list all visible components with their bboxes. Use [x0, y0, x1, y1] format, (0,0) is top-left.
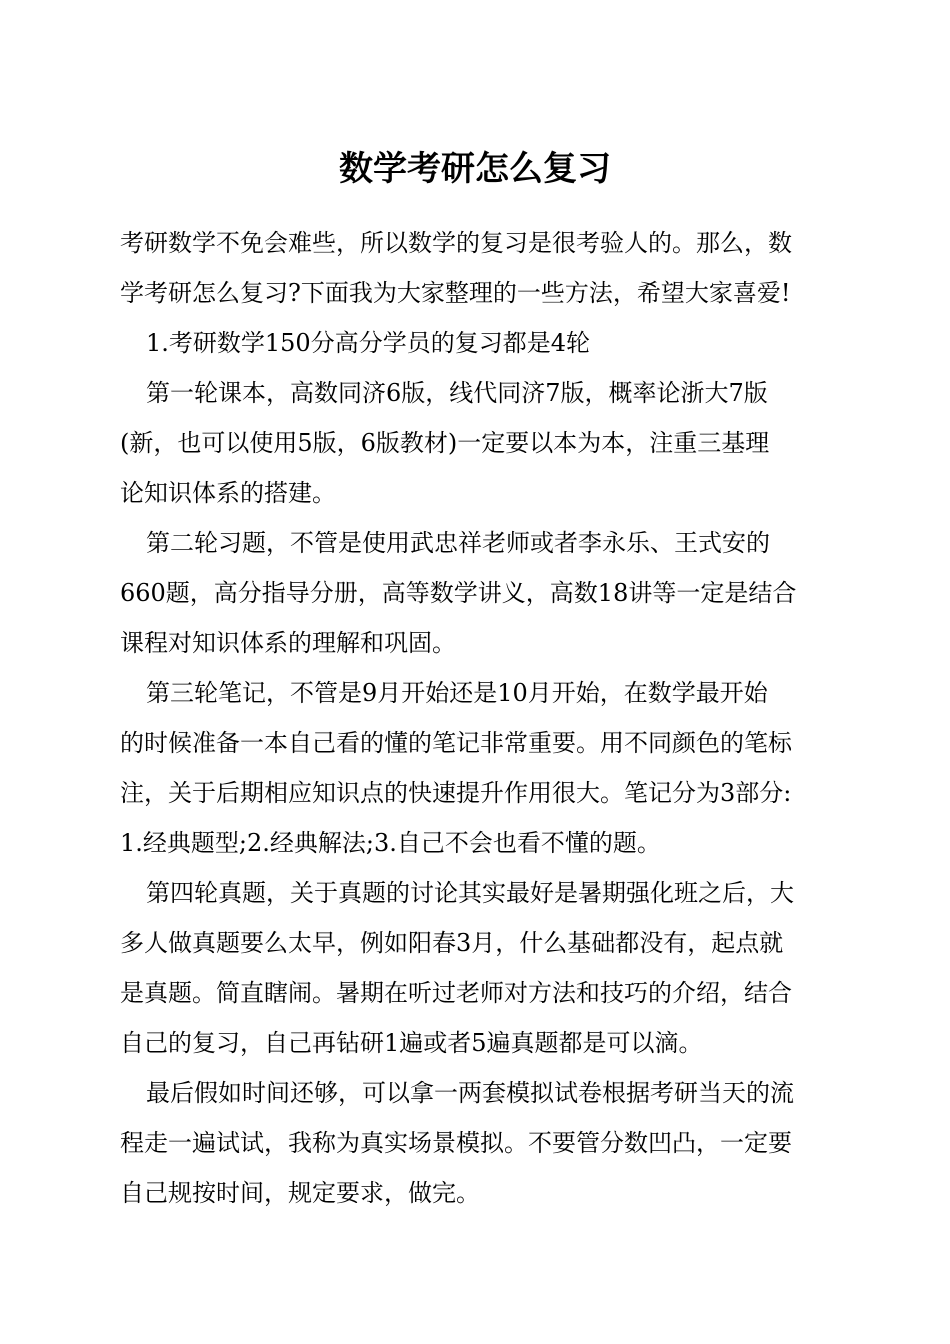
- paragraph-round4-line-2: 多人做真题要么太早，例如阳春3月，什么基础都没有，起点就: [120, 929, 784, 957]
- paragraph-round2-line-3: 课程对知识体系的理解和巩固。: [120, 629, 456, 657]
- paragraph-intro-line-1: 考研数学不免会难些，所以数学的复习是很考验人的。那么，数: [120, 229, 792, 257]
- paragraph-round1-line-2: (新，也可以使用5版，6版教材)一定要以本为本，注重三基理: [120, 429, 770, 457]
- paragraph-round3-line-3: 注，关于后期相应知识点的快速提升作用很大。笔记分为3部分:: [120, 779, 792, 807]
- section-heading-four-rounds: 1.考研数学150分高分学员的复习都是4轮: [146, 329, 590, 357]
- paragraph-round4-line-3: 是真题。简直瞎闹。暑期在听过老师对方法和技巧的介绍，结合: [120, 979, 792, 1007]
- paragraph-round4-line-4: 自己的复习，自己再钻研1遍或者5遍真题都是可以滴。: [120, 1029, 703, 1057]
- paragraph-round2-line-2: 660题，高分指导分册，高等数学讲义，高数18讲等一定是结合: [120, 579, 797, 607]
- paragraph-round1-line-1: 第一轮课本，高数同济6版，线代同济7版，概率论浙大7版: [146, 379, 768, 407]
- document-body: [120, 218, 836, 1218]
- paragraph-final-line-3: 自己规按时间，规定要求，做完。: [120, 1179, 480, 1207]
- paragraph-round3-line-1: 第三轮笔记，不管是9月开始还是10月开始，在数学最开始: [146, 679, 768, 707]
- paragraph-final-line-2: 程走一遍试试，我称为真实场景模拟。不要管分数凹凸，一定要: [120, 1129, 792, 1157]
- paragraph-intro-line-2: 学考研怎么复习?下面我为大家整理的一些方法，希望大家喜爱!: [120, 279, 791, 307]
- paragraph-round3-line-4: 1.经典题型;2.经典解法;3.自己不会也看不懂的题。: [120, 829, 661, 857]
- paragraph-round4-line-1: 第四轮真题，关于真题的讨论其实最好是暑期强化班之后，大: [146, 879, 794, 907]
- paragraph-round1-line-3: 论知识体系的搭建。: [120, 479, 336, 507]
- document-title: 数学考研怎么复习: [339, 149, 611, 189]
- paragraph-round2-line-1: 第二轮习题，不管是使用武忠祥老师或者李永乐、王式安的: [146, 529, 770, 557]
- paragraph-round3-line-2: 的时候准备一本自己看的懂的笔记非常重要。用不同颜色的笔标: [120, 729, 792, 757]
- paragraph-final-line-1: 最后假如时间还够，可以拿一两套模拟试卷根据考研当天的流: [146, 1079, 794, 1107]
